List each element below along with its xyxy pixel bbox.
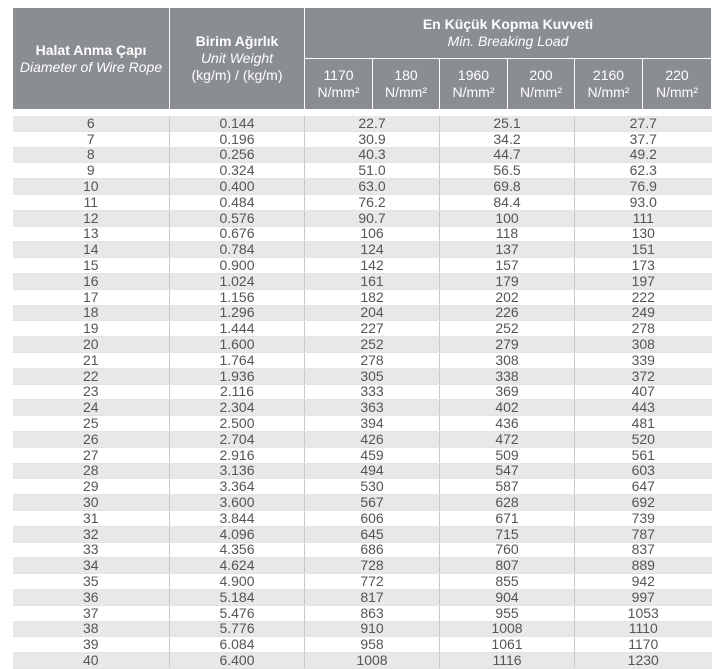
load-2160-220-cell: 692 — [575, 495, 712, 511]
diameter-cell: 19 — [13, 321, 170, 337]
table-row — [13, 258, 712, 274]
load-2160-220-cell: 372 — [575, 368, 712, 384]
table-row — [13, 542, 712, 558]
table-row — [13, 321, 712, 337]
diameter-cell: 24 — [13, 400, 170, 416]
weight-cell: 0.784 — [170, 242, 305, 258]
load-1170-180-cell: 22.7 — [305, 116, 440, 131]
load-1170-180-cell: 124 — [305, 242, 440, 258]
table-row — [13, 147, 712, 163]
table-body — [13, 116, 712, 668]
diameter-cell: 29 — [13, 479, 170, 495]
load-1960-200-cell: 308 — [440, 352, 575, 368]
grade-value: 1170 — [323, 67, 354, 83]
weight-cell: 3.844 — [170, 510, 305, 526]
load-1170-180-cell: 394 — [305, 416, 440, 432]
load-1960-200-cell: 904 — [440, 589, 575, 605]
load-1170-180-cell: 645 — [305, 526, 440, 542]
load-1960-200-cell: 1061 — [440, 637, 575, 653]
load-1170-180-cell: 30.9 — [305, 131, 440, 147]
weight-cell: 4.356 — [170, 542, 305, 558]
load-1170-180-cell: 567 — [305, 495, 440, 511]
table-row — [13, 305, 712, 321]
table-row — [13, 242, 712, 258]
table-row — [13, 479, 712, 495]
diameter-cell: 20 — [13, 337, 170, 353]
load-2160-220-cell: 481 — [575, 416, 712, 432]
table-row — [13, 589, 712, 605]
load-1960-200-cell: 715 — [440, 526, 575, 542]
weight-cell: 5.776 — [170, 621, 305, 637]
table-row — [13, 179, 712, 195]
table-row — [13, 400, 712, 416]
load-1960-200-cell: 955 — [440, 605, 575, 621]
load-1960-200-cell: 509 — [440, 447, 575, 463]
table-row — [13, 163, 712, 179]
load-2160-220-cell: 151 — [575, 242, 712, 258]
header-diameter-tr: Halat Anma Çapı — [35, 41, 147, 58]
weight-cell: 4.096 — [170, 526, 305, 542]
diameter-cell: 9 — [13, 163, 170, 179]
table-row — [13, 526, 712, 542]
load-2160-220-cell: 997 — [575, 589, 712, 605]
load-1960-200-cell: 628 — [440, 495, 575, 511]
load-2160-220-cell: 837 — [575, 542, 712, 558]
load-2160-220-cell: 942 — [575, 574, 712, 590]
load-1960-200-cell: 44.7 — [440, 147, 575, 163]
weight-cell: 1.764 — [170, 352, 305, 368]
diameter-cell: 27 — [13, 447, 170, 463]
weight-cell: 0.144 — [170, 116, 305, 131]
diameter-cell: 32 — [13, 526, 170, 542]
load-1170-180-cell: 363 — [305, 400, 440, 416]
load-1170-180-cell: 161 — [305, 273, 440, 289]
table-row — [13, 605, 712, 621]
diameter-cell: 39 — [13, 637, 170, 653]
diameter-cell: 34 — [13, 558, 170, 574]
weight-cell: 2.500 — [170, 416, 305, 432]
load-2160-220-cell: 1170 — [575, 637, 712, 653]
grade-value: 200 — [529, 67, 553, 83]
diameter-cell: 6 — [13, 116, 170, 131]
table-row — [13, 226, 712, 242]
header-weight — [170, 8, 305, 110]
load-1960-200-cell: 760 — [440, 542, 575, 558]
weight-cell: 2.916 — [170, 447, 305, 463]
load-2160-220-cell: 197 — [575, 273, 712, 289]
load-2160-220-cell: 889 — [575, 558, 712, 574]
load-1960-200-cell: 587 — [440, 479, 575, 495]
load-1170-180-cell: 426 — [305, 431, 440, 447]
table-row — [13, 337, 712, 353]
diameter-cell: 14 — [13, 242, 170, 258]
diameter-cell: 40 — [13, 653, 170, 669]
load-2160-220-cell: 603 — [575, 463, 712, 479]
table-header — [13, 8, 712, 110]
load-1960-200-cell: 338 — [440, 368, 575, 384]
load-2160-220-cell: 561 — [575, 447, 712, 463]
table-row — [13, 510, 712, 526]
load-1960-200-cell: 69.8 — [440, 179, 575, 195]
header-load-en: Min. Breaking Load — [447, 33, 569, 49]
load-1170-180-cell: 772 — [305, 574, 440, 590]
weight-cell: 0.256 — [170, 147, 305, 163]
weight-cell: 2.116 — [170, 384, 305, 400]
load-2160-220-cell: 93.0 — [575, 194, 712, 210]
load-2160-220-cell: 647 — [575, 479, 712, 495]
load-1960-200-cell: 472 — [440, 431, 575, 447]
diameter-cell: 17 — [13, 289, 170, 305]
header-grade — [373, 59, 440, 110]
load-2160-220-cell: 1110 — [575, 621, 712, 637]
load-1960-200-cell: 1116 — [440, 653, 575, 669]
diameter-cell: 25 — [13, 416, 170, 432]
grade-value: 180 — [394, 67, 418, 83]
load-1170-180-cell: 106 — [305, 226, 440, 242]
table-row — [13, 574, 712, 590]
load-1170-180-cell: 863 — [305, 605, 440, 621]
load-1960-200-cell: 855 — [440, 574, 575, 590]
load-2160-220-cell: 443 — [575, 400, 712, 416]
diameter-cell: 31 — [13, 510, 170, 526]
table-row — [13, 116, 712, 131]
load-1170-180-cell: 142 — [305, 258, 440, 274]
load-2160-220-cell: 407 — [575, 384, 712, 400]
wire-rope-table-container — [12, 7, 711, 669]
weight-cell: 1.156 — [170, 289, 305, 305]
grade-value: 2160 — [592, 67, 625, 83]
diameter-cell: 36 — [13, 589, 170, 605]
diameter-cell: 22 — [13, 368, 170, 384]
weight-cell: 1.936 — [170, 368, 305, 384]
header-grade — [643, 59, 712, 110]
weight-cell: 0.196 — [170, 131, 305, 147]
load-2160-220-cell: 49.2 — [575, 147, 712, 163]
table-row — [13, 352, 712, 368]
weight-cell: 5.476 — [170, 605, 305, 621]
table-row — [13, 495, 712, 511]
table-row — [13, 289, 712, 305]
load-2160-220-cell: 111 — [575, 210, 712, 226]
load-1170-180-cell: 40.3 — [305, 147, 440, 163]
grade-unit: N/mm² — [587, 84, 630, 100]
table-row — [13, 463, 712, 479]
table-row — [13, 194, 712, 210]
table-row — [13, 431, 712, 447]
load-1960-200-cell: 807 — [440, 558, 575, 574]
table-row — [13, 210, 712, 226]
load-1960-200-cell: 202 — [440, 289, 575, 305]
load-2160-220-cell: 222 — [575, 289, 712, 305]
weight-cell: 3.600 — [170, 495, 305, 511]
diameter-cell: 37 — [13, 605, 170, 621]
load-1960-200-cell: 56.5 — [440, 163, 575, 179]
load-1960-200-cell: 369 — [440, 384, 575, 400]
table-row — [13, 368, 712, 384]
header-grade — [305, 59, 373, 110]
weight-cell: 0.676 — [170, 226, 305, 242]
load-2160-220-cell: 130 — [575, 226, 712, 242]
header-grade — [575, 59, 643, 110]
grade-unit: N/mm² — [452, 84, 495, 100]
load-1960-200-cell: 137 — [440, 242, 575, 258]
load-1170-180-cell: 1008 — [305, 653, 440, 669]
load-1170-180-cell: 182 — [305, 289, 440, 305]
load-2160-220-cell: 278 — [575, 321, 712, 337]
table-row — [13, 273, 712, 289]
header-weight-en: Unit Weight — [200, 50, 274, 66]
load-1170-180-cell: 530 — [305, 479, 440, 495]
diameter-cell: 11 — [13, 194, 170, 210]
wire-rope-table — [12, 7, 712, 669]
load-2160-220-cell: 37.7 — [575, 131, 712, 147]
grade-unit: N/mm² — [656, 84, 698, 100]
diameter-cell: 8 — [13, 147, 170, 163]
load-1960-200-cell: 671 — [440, 510, 575, 526]
load-2160-220-cell: 308 — [575, 337, 712, 353]
load-2160-220-cell: 249 — [575, 305, 712, 321]
load-2160-220-cell: 1230 — [575, 653, 712, 669]
diameter-cell: 35 — [13, 574, 170, 590]
weight-cell: 0.900 — [170, 258, 305, 274]
load-1170-180-cell: 278 — [305, 352, 440, 368]
table-row — [13, 416, 712, 432]
load-1170-180-cell: 204 — [305, 305, 440, 321]
weight-cell: 6.084 — [170, 637, 305, 653]
weight-cell: 1.296 — [170, 305, 305, 321]
load-1960-200-cell: 1008 — [440, 621, 575, 637]
diameter-cell: 38 — [13, 621, 170, 637]
load-1170-180-cell: 227 — [305, 321, 440, 337]
weight-cell: 0.400 — [170, 179, 305, 195]
diameter-cell: 18 — [13, 305, 170, 321]
header-load-tr: En Küçük Kopma Kuvveti — [422, 16, 594, 32]
load-1170-180-cell: 817 — [305, 589, 440, 605]
diameter-cell: 23 — [13, 384, 170, 400]
load-1960-200-cell: 25.1 — [440, 116, 575, 131]
load-1960-200-cell: 84.4 — [440, 194, 575, 210]
load-1170-180-cell: 606 — [305, 510, 440, 526]
table-row — [13, 131, 712, 147]
table-row — [13, 447, 712, 463]
load-1960-200-cell: 436 — [440, 416, 575, 432]
load-1170-180-cell: 686 — [305, 542, 440, 558]
diameter-cell: 7 — [13, 131, 170, 147]
load-1170-180-cell: 910 — [305, 621, 440, 637]
table-row — [13, 621, 712, 637]
load-1170-180-cell: 494 — [305, 463, 440, 479]
weight-cell: 1.444 — [170, 321, 305, 337]
load-2160-220-cell: 739 — [575, 510, 712, 526]
diameter-cell: 26 — [13, 431, 170, 447]
diameter-cell: 21 — [13, 352, 170, 368]
weight-cell: 2.304 — [170, 400, 305, 416]
load-1170-180-cell: 728 — [305, 558, 440, 574]
load-1170-180-cell: 252 — [305, 337, 440, 353]
load-1170-180-cell: 63.0 — [305, 179, 440, 195]
load-1170-180-cell: 305 — [305, 368, 440, 384]
diameter-cell: 30 — [13, 495, 170, 511]
load-2160-220-cell: 62.3 — [575, 163, 712, 179]
table-row — [13, 558, 712, 574]
weight-cell: 0.484 — [170, 194, 305, 210]
grade-value: 1960 — [457, 67, 490, 83]
load-1170-180-cell: 459 — [305, 447, 440, 463]
diameter-cell: 16 — [13, 273, 170, 289]
grade-unit: N/mm² — [317, 84, 360, 100]
header-breaking-load — [305, 8, 712, 59]
header-diameter — [13, 8, 170, 110]
weight-cell: 0.324 — [170, 163, 305, 179]
weight-cell: 1.024 — [170, 273, 305, 289]
diameter-cell: 28 — [13, 463, 170, 479]
load-1960-200-cell: 402 — [440, 400, 575, 416]
load-1960-200-cell: 157 — [440, 258, 575, 274]
load-1960-200-cell: 226 — [440, 305, 575, 321]
load-1170-180-cell: 51.0 — [305, 163, 440, 179]
weight-cell: 2.704 — [170, 431, 305, 447]
weight-cell: 4.624 — [170, 558, 305, 574]
table-row — [13, 384, 712, 400]
header-weight-tr: Birim Ağırlık — [195, 33, 279, 49]
diameter-cell: 15 — [13, 258, 170, 274]
load-2160-220-cell: 787 — [575, 526, 712, 542]
diameter-cell: 12 — [13, 210, 170, 226]
load-1960-200-cell: 547 — [440, 463, 575, 479]
load-1170-180-cell: 76.2 — [305, 194, 440, 210]
load-1170-180-cell: 333 — [305, 384, 440, 400]
load-1170-180-cell: 958 — [305, 637, 440, 653]
load-2160-220-cell: 520 — [575, 431, 712, 447]
load-1960-200-cell: 279 — [440, 337, 575, 353]
grade-unit: N/mm² — [385, 84, 427, 100]
weight-cell: 3.136 — [170, 463, 305, 479]
diameter-cell: 33 — [13, 542, 170, 558]
weight-cell: 3.364 — [170, 479, 305, 495]
header-grade — [440, 59, 508, 110]
diameter-cell: 10 — [13, 179, 170, 195]
load-2160-220-cell: 173 — [575, 258, 712, 274]
grade-value: 220 — [665, 67, 689, 83]
table-row — [13, 653, 712, 669]
weight-cell: 0.576 — [170, 210, 305, 226]
load-2160-220-cell: 339 — [575, 352, 712, 368]
load-2160-220-cell: 1053 — [575, 605, 712, 621]
weight-cell: 1.600 — [170, 337, 305, 353]
grade-unit: N/mm² — [520, 84, 562, 100]
load-2160-220-cell: 27.7 — [575, 116, 712, 131]
weight-cell: 4.900 — [170, 574, 305, 590]
weight-cell: 6.400 — [170, 653, 305, 669]
load-1960-200-cell: 34.2 — [440, 131, 575, 147]
header-grade — [508, 59, 575, 110]
table-row — [13, 637, 712, 653]
load-1960-200-cell: 100 — [440, 210, 575, 226]
load-2160-220-cell: 76.9 — [575, 179, 712, 195]
diameter-cell: 13 — [13, 226, 170, 242]
load-1960-200-cell: 179 — [440, 273, 575, 289]
load-1960-200-cell: 118 — [440, 226, 575, 242]
header-diameter-en: Diameter of Wire Rope — [19, 58, 163, 75]
header-weight-unit: (kg/m) / (kg/m) — [191, 67, 283, 83]
weight-cell: 5.184 — [170, 589, 305, 605]
load-1170-180-cell: 90.7 — [305, 210, 440, 226]
load-1960-200-cell: 252 — [440, 321, 575, 337]
